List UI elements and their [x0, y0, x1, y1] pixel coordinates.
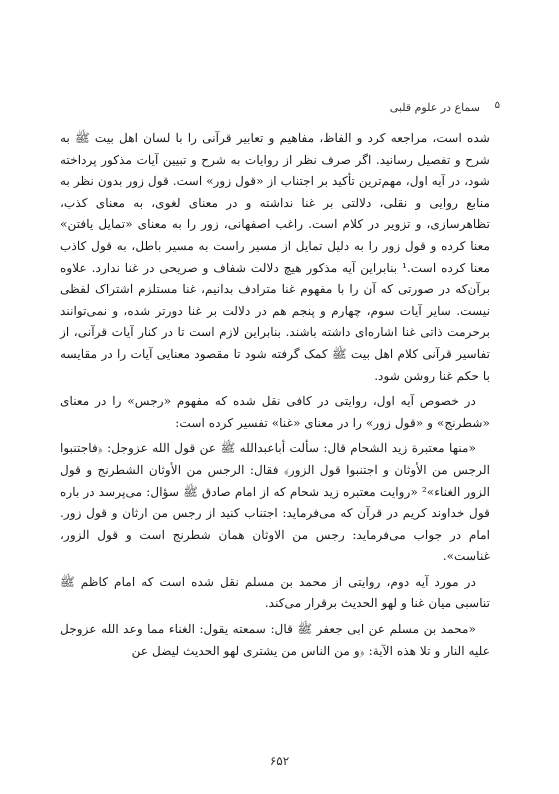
header-marker: ۵ [494, 100, 500, 111]
paragraph: در خصوص آیه اول، روایتی در کافی نقل شده که مفهوم «رجس» را در معنای «شطرنج» و «قول زور» را در معنای «غنا» تفسیر کرده است: [60, 394, 490, 430]
paragraph: «محمد بن مسلم عن ابی جعفر ﷺ قال: سمعته یقول: الغناء مما وعد الله عزوجل علیه النار و تلا هذه الآیة: ﴿و من الناس من یشتری لهو الحدیث لیضل عن [60, 622, 490, 658]
paragraph: شده است، مراجعه کرد و الفاظ، مفاهیم و تعابیر قرآنی را با لسان اهل بیت ﷺ به شرح و تفصیل رسانید. اگر صرف نظر از روایات به شرح و تبیین آیات مذکور پرداخته شود، در آیه اول، مهم‌ترین تأکید بر اجتناب از «قول زور» است. قول زور بدون نظر به منابع روایی و نقلی، دلالتی بر غنا نداشته و در معنای لغوی، به معنای کذب، تظاهرسازی، و تزویر در کلام است. راغب اصفهانی، زور را به معنای «تمایل یافتن» معنا کرده و قول زور را به دلیل تمایل از مسیر راست به مسیر باطل، به قول کاذب معنا کرده است.¹ بنابراین آیه مذکور هیچ دلالت شفاف و صریحی در غنا ندارد. علاوه برآن‌که در صورتی که آن را با مفهوم غنا مترادف بدانیم، غنا مستلزم اشتراک لفظی نیست. سایر آیات سوم، چهارم و پنجم هم در دلالت بر غنا دورتر شده، و نمی‌توانند برحرمت ذاتی غنا اشاره‌ای داشته باشند. بنابراین لازم است تا در کنار آیات قرآنی، از تفاسیر قرآنی کلام اهل بیت ﷺ کمک گرفته شود تا مقصود معنایی آیات را در مقایسه با حکم غنا روشن شود. [60, 131, 490, 383]
header-title: سماع در علوم قلبی [389, 101, 480, 114]
paragraph: در مورد آیه دوم، روایتی از محمد بن مسلم نقل شده است که امام کاظم ﷺ تناسبی میان غنا و لهو الحدیث برقرار می‌کند. [60, 574, 490, 611]
running-header [60, 100, 500, 118]
page-number: ۶۵۲ [269, 754, 290, 768]
page-body [60, 128, 490, 666]
paragraph: «منها معتبرة زید الشحام قال: سألت أباعبدالله ﷺ عن قول الله عزوجل: ﴿فاجتنبوا الرجس من الأوثان و اجتنبوا قول الزور﴾ فقال: الرجس من الأوثان الشطرنج و قول الزور الغناء»² «روایت معتبره زید شحام که از امام صادق ﷺ سؤال: می‌پرسد در باره قول خداوند کریم در قرآن که می‌فرماید: اجتناب کنید از رجس من ارثان و قول زور. امام در جواب می‌فرماید: رجس من الاوثان همان شطرنج است و قول الزور، غناست». [60, 441, 490, 564]
